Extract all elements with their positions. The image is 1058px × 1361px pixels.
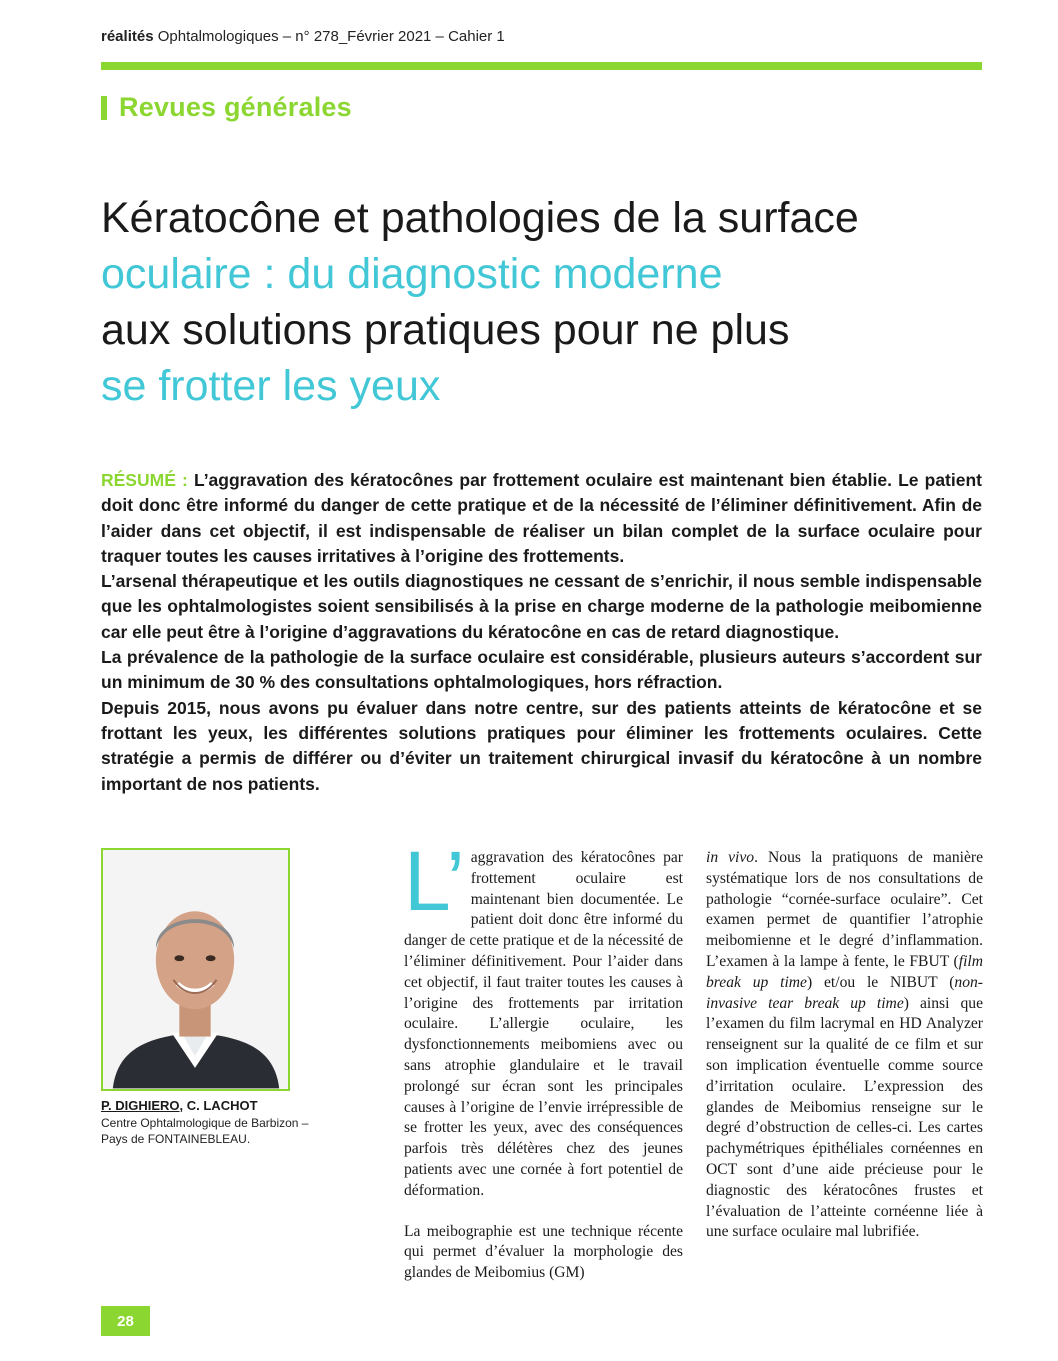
- abstract-paragraph-1: [101, 468, 982, 569]
- title-line-1: Kératocône et pathologies de la surface: [101, 194, 859, 242]
- header-rule: [101, 62, 982, 70]
- author-affiliation: Centre Ophtalmologique de Barbizon – Pays de FONTAINEBLEAU.: [101, 1116, 309, 1146]
- abstract: [101, 468, 982, 797]
- page-number: 28: [101, 1306, 150, 1336]
- journal-name: réalités: [101, 28, 154, 45]
- author-names: [101, 1098, 258, 1113]
- title-line-3: aux solutions pratiques pour ne plus: [101, 306, 790, 354]
- journal-issue: Ophtalmologiques – n° 278_Février 2021 – Cahier 1: [157, 28, 505, 45]
- body-paragraph-3: [706, 848, 983, 1243]
- dropcap: L’: [404, 834, 465, 928]
- body-italic-nibut: non-invasive tear break up time: [706, 973, 983, 1012]
- abstract-label: RÉSUMÉ :: [101, 470, 188, 490]
- body-text-3c: ) ainsi que l’examen du film lacrymal en HD Analyzer renseignent sur la qualité de ce film et sur son implication éventuelle comme source d’irritation oculaire. L’expression des glandes de Meibomius renseigne sur le degré d’obstruction de celles-ci. Les cartes pachymétriques épithéliales cornéennes en OCT sont d’une aide précieuse pour le diagnostic des kératocônes frustes et l’évaluation de l’atteinte cornéenne liée à une surface oculaire mal lubrifiée.: [706, 994, 983, 1241]
- abstract-paragraph-2: L’arsenal thérapeutique et les outils diagnostiques ne cessant de s’enrichir, il nous semble indispensable que les ophtalmologistes soient sensibilisés à la prise en charge moderne de la pathologie meibomienne car elle peut être à l’origine d’aggravations du kératocône en cas de retard diagnostique.: [101, 571, 982, 642]
- abstract-paragraph-3: La prévalence de la pathologie de la surface oculaire est considérable, plusieurs auteurs s’accordent sur un minimum de 30 % des consultations ophtalmologiques, hors réfraction.: [101, 647, 982, 693]
- body-column-middle: [404, 834, 683, 1304]
- body-column-right: [706, 848, 983, 1263]
- body-text-3b: ) et/ou le NIBUT (: [806, 973, 955, 991]
- body-paragraph-2: La meibographie est une technique récente qui permet d’évaluer la morphologie des glandes de Meibomius (GM): [404, 1222, 683, 1282]
- title-line-2: oculaire : du diagnostic moderne: [101, 250, 723, 298]
- body-text-3a: . Nous la pratiquons de manière systématique lors de nos consultations de pathologie “cornée-surface oculaire”. Cet examen permet de quantifier l’atrophie meibomienne et le degré d’inflammation. L’examen à la lampe à fente, le FBUT (: [706, 849, 983, 970]
- title-line-4: se frotter les yeux: [101, 362, 441, 410]
- body-text-1: aggravation des kératocônes par frottement oculaire est maintenant bien documentée. Le patient doit donc être informé du danger de cette pratique et de la nécessité de l’éliminer définitivement. Pour l’aider dans cet objectif, il faut traiter toutes les causes à l’origine des frottements par irritation oculaire. L’allergie oculaire, les dysfonctionnements meibomiens avec ou sans atrophie glandulaire et le travail prolongé sur écran sont les principales causes à l’origine de l’envie irrépressible de se frotter les yeux, avec des conséquences parfois très délétères chez des jeunes patients avec une cornée à fort potentiel de déformation.: [404, 849, 683, 1199]
- body-italic-fbut: film break up time: [706, 952, 983, 991]
- body-paragraph-1: [404, 834, 683, 1202]
- author-first: P. DIGHIERO: [101, 1098, 180, 1113]
- section-bar: [101, 96, 107, 120]
- section-label: [101, 92, 352, 123]
- portrait-illustration: [103, 850, 288, 1089]
- section-title: Revues générales: [119, 92, 352, 122]
- author-photo: [101, 848, 290, 1091]
- author-separator: ,: [179, 1098, 187, 1113]
- abstract-text-1: L’aggravation des kératocônes par frottement oculaire est maintenant bien établie. Le patient doit donc être informé du danger de cette pratique et de la nécessité de l’éliminer définitivement. Afin de l’aider dans cet objectif, il est indispensable de réaliser un bilan complet de la surface oculaire pour traquer toutes les causes irritatives à l’origine des frottements.: [101, 470, 982, 566]
- author-second: C. LACHOT: [186, 1098, 258, 1113]
- body-italic-in-vivo: in vivo: [706, 849, 755, 866]
- article-title: [101, 190, 1001, 414]
- abstract-paragraph-4: Depuis 2015, nous avons pu évaluer dans notre centre, sur des patients atteints de kératocône et se frottant les yeux, les différentes solutions pratiques pour éliminer les frottements oculaires. Cette stratégie a permis de différer ou d’éviter un traitement chirurgical invasif du kératocône à un nombre important de nos patients.: [101, 697, 982, 794]
- running-header: [101, 28, 505, 45]
